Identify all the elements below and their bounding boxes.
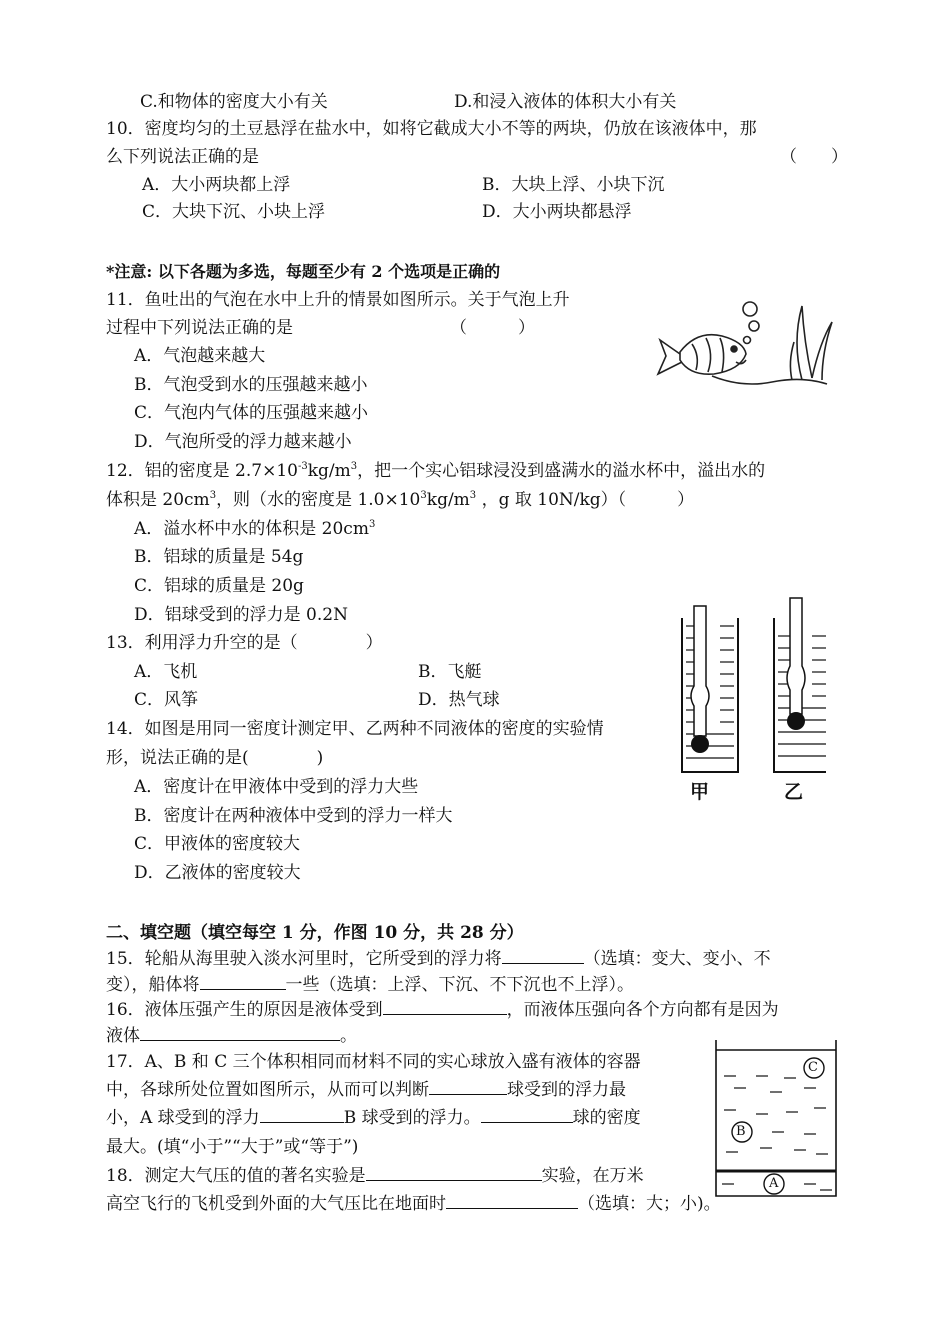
q15-line2-post: 一些（选填：上浮、下沉、不下沉也不上浮）。 xyxy=(285,975,634,995)
q17-line2-post: 球受到的浮力最 xyxy=(507,1080,626,1100)
q17-line1: 17．A、B 和 C 三个体积相同而材料不同的实心球放入盛有液体的容器 xyxy=(106,1052,641,1072)
q11-answer-bracket: （ ） xyxy=(450,318,535,338)
q12-option-a-text: A．溢水杯中水的体积是 20cm xyxy=(134,519,369,539)
q17-line3 xyxy=(106,1106,641,1130)
q12-option-c: C．铝球的质量是 20g xyxy=(134,576,304,596)
hydrometer-label-jia: 甲 xyxy=(690,781,710,803)
q18-line1-post: 实验，在万米 xyxy=(541,1166,644,1186)
q12-line2-post: ，g 取 10N/kg）（ ） xyxy=(476,490,695,510)
q12-line2-exp: 3 xyxy=(209,490,217,501)
q12-stem-line2 xyxy=(106,488,694,512)
q14-option-b: B．密度计在两种液体中受到的浮力一样大 xyxy=(134,806,453,826)
q12-line2-exp3: 3 xyxy=(469,490,477,501)
q16-line2 xyxy=(106,1024,357,1048)
q18-line2-pre: 高空飞行的飞机受到外面的大气压比在地面时 xyxy=(106,1194,446,1214)
q12-option-b: B．铝球的质量是 54g xyxy=(134,547,304,567)
q12-line1-exp: -3 xyxy=(297,461,308,472)
q11-stem-line1: 11．鱼吐出的气泡在水中上升的情景如图所示。关于气泡上升 xyxy=(106,290,570,310)
q12-option-a xyxy=(134,517,375,541)
q12-option-a-exp: 3 xyxy=(368,519,376,530)
q10-option-d: D．大小两块都悬浮 xyxy=(482,202,632,222)
q12-line2-unit: kg/m xyxy=(426,490,470,510)
q13-option-c: C．风筝 xyxy=(134,690,199,710)
q14-option-c: C．甲液体的密度较大 xyxy=(134,834,301,854)
hydrometer-label-yi: 乙 xyxy=(784,781,804,803)
q17-line3-post: 球的密度 xyxy=(572,1108,641,1128)
q12-line1-unit: kg/m xyxy=(307,461,351,481)
ball-b-label: B xyxy=(736,1124,746,1139)
q17-line4: 最大。(填“小于”“大于”或“等于”) xyxy=(106,1137,359,1157)
q9-option-c: C.和物体的密度大小有关 xyxy=(140,92,328,112)
q11-option-a: A．气泡越来越大 xyxy=(134,346,266,366)
q15-line2-pre: 变），船体将 xyxy=(106,975,200,995)
ball-a-label: A xyxy=(769,1176,779,1191)
q17-line3-mid: B 球受到的浮力。 xyxy=(343,1108,481,1128)
q16-blank-1[interactable] xyxy=(383,998,507,1015)
q13-option-b: B．飞艇 xyxy=(418,662,482,682)
q10-option-a: A．大小两块都上浮 xyxy=(142,175,291,195)
q14-option-d: D．乙液体的密度较大 xyxy=(134,863,301,883)
q14-stem-line2: 形，说法正确的是( ) xyxy=(106,748,324,768)
q16-blank-2[interactable] xyxy=(140,1024,340,1041)
q12-line2-pre: 体积是 20cm xyxy=(106,490,210,510)
q17-line3-pre: 小，A 球受到的浮力 xyxy=(106,1108,260,1128)
q17-blank-3[interactable] xyxy=(481,1106,573,1123)
q14-option-a: A．密度计在甲液体中受到的浮力大些 xyxy=(134,777,419,797)
q11-option-c: C．气泡内气体的压强越来越小 xyxy=(134,403,369,423)
q12-line2-exp2: 3 xyxy=(420,490,427,501)
q11-option-d: D．气泡所受的浮力越来越小 xyxy=(134,432,352,452)
q13-stem: 13．利用浮力升空的是（ ） xyxy=(106,633,383,653)
q16-line2-pre: 液体 xyxy=(106,1026,140,1046)
q12-line2-mid: ，则（水的密度是 1.0×10 xyxy=(216,490,421,510)
q12-line1-pre: 12．铝的密度是 2.7×10 xyxy=(106,461,298,481)
q16-line1 xyxy=(106,998,779,1022)
q11-stem-line2: 过程中下列说法正确的是 xyxy=(106,318,293,338)
q18-blank-2[interactable] xyxy=(446,1192,578,1209)
q12-option-d: D．铝球受到的浮力是 0.2N xyxy=(134,605,348,625)
q18-blank-1[interactable] xyxy=(366,1164,542,1181)
q13-option-d: D．热气球 xyxy=(418,690,500,710)
q17-line2 xyxy=(106,1078,626,1102)
q10-stem-line2: 么下列说法正确的是 xyxy=(106,147,259,167)
q18-line2 xyxy=(106,1192,721,1216)
q15-line1-pre: 15．轮船从海里驶入淡水河里时，它所受到的浮力将 xyxy=(106,949,502,969)
q17-blank-1[interactable] xyxy=(429,1078,507,1095)
ball-c-label: C xyxy=(808,1060,818,1075)
q10-stem-line1: 10．密度均匀的土豆悬浮在盐水中，如将它截成大小不等的两块，仍放在该液体中，那 xyxy=(106,119,757,139)
q18-line2-post: （选填：大；小)。 xyxy=(578,1194,721,1214)
q10-option-c: C．大块下沉、小块上浮 xyxy=(142,202,326,222)
q12-stem-line1 xyxy=(106,459,765,483)
q18-line1 xyxy=(106,1164,644,1188)
hydrometer-figure xyxy=(676,596,826,806)
q15-line1-post: （选填：变大、变小、不 xyxy=(583,949,771,969)
q16-line2-post: 。 xyxy=(340,1026,357,1046)
q18-line1-pre: 18．测定大气压的值的著名实验是 xyxy=(106,1166,366,1186)
fish-bubbles-figure xyxy=(652,292,842,392)
q13-option-a: A．飞机 xyxy=(134,662,198,682)
q12-line1-exp2: 3 xyxy=(350,461,358,472)
q15-blank-1[interactable] xyxy=(502,947,584,964)
q15-line2 xyxy=(106,973,634,997)
q16-line1-pre: 16．液体压强产生的原因是液体受到 xyxy=(106,1000,383,1020)
q15-blank-2[interactable] xyxy=(200,973,286,990)
multi-select-notice: *注意: 以下各题为多选，每题至少有 2 个选项是正确的 xyxy=(106,262,501,281)
q11-option-b: B．气泡受到水的压强越来越小 xyxy=(134,375,368,395)
q12-line1-post: ，把一个实心铝球浸没到盛满水的溢水杯中，溢出水的 xyxy=(357,461,766,481)
q9-option-d: D.和浸入液体的体积大小有关 xyxy=(454,92,677,112)
q14-stem-line1: 14．如图是用同一密度计测定甲、乙两种不同液体的密度的实验情 xyxy=(106,719,604,739)
q17-line2-pre: 中，各球所处位置如图所示，从而可以判断 xyxy=(106,1080,429,1100)
q16-line1-post: ，而液体压强向各个方向都有是因为 xyxy=(506,1000,779,1020)
section-2-heading: 二、填空题（填空每空 1 分，作图 10 分，共 28 分） xyxy=(106,923,524,943)
q10-answer-bracket: （ ） xyxy=(780,147,848,167)
q10-option-b: B．大块上浮、小块下沉 xyxy=(482,175,665,195)
q15-line1 xyxy=(106,947,771,971)
q17-blank-2[interactable] xyxy=(260,1106,344,1123)
